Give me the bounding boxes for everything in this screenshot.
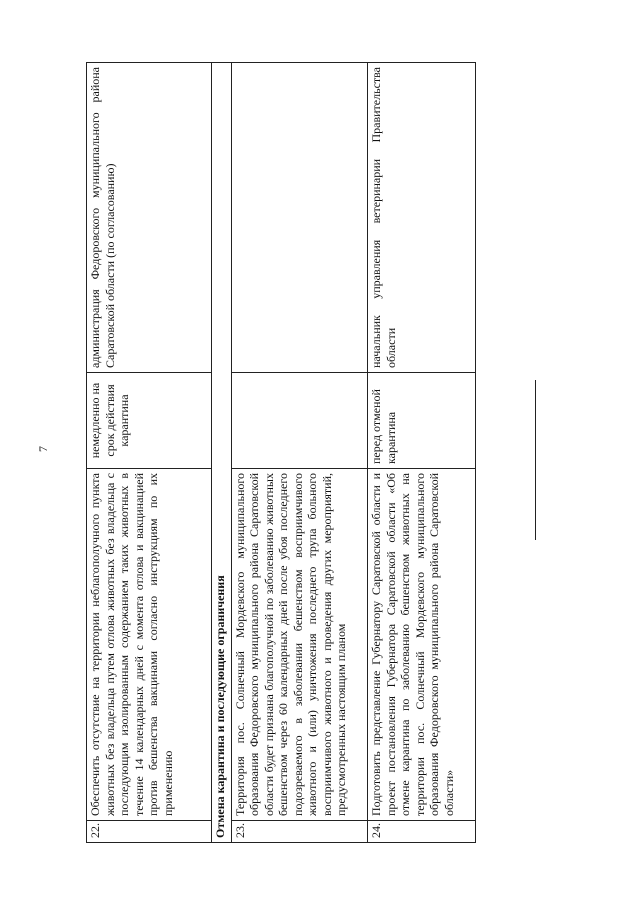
signature-line [535, 380, 536, 540]
measure-cell: Территория пос. Солнечный Мордевского муниципального образования Федоровского муниципального района Саратовской области будет признана благополучной по заболеванию животных бешенством через 60 календарных дней после убоя последнего подозреваемого в заболевании бешенством восприимчивого животного и (или) уничтожения последнего трупа больного восприимчивого животного и проведения других мероприятий, предусмотренных настоящим планом [231, 469, 367, 821]
table-row [368, 63, 476, 843]
term-cell: немедленно на срок действия карантина [87, 373, 212, 469]
responsible-cell [231, 63, 367, 373]
rotated-table-container [86, 63, 476, 843]
term-cell [231, 373, 367, 469]
term-cell: перед отменой карантина [368, 373, 476, 469]
row-number: 23. [231, 821, 367, 843]
page-number: 7 [36, 446, 50, 452]
row-number: 24. [368, 821, 476, 843]
measures-table [86, 62, 476, 843]
table-row [231, 63, 367, 843]
section-title: Отмена карантина и последующие ограничения [212, 63, 232, 843]
measure-cell: Подготовить представление Губернатору Саратовской области и проект постановления Губернатора Саратовской области «Об отмене карантина по заболеванию бешенством животных на территории пос. Солнечный Мордевского муниципального образования Федоровского муниципального района Саратовской области» [368, 469, 476, 821]
responsible-cell: начальник управления ветеринарии Правительства области [368, 63, 476, 373]
responsible-cell: администрация Федоровского муниципального района Саратовской области (по согласованию) [87, 63, 212, 373]
section-row [212, 63, 232, 843]
measure-cell: Обеспечить отсутствие на территории неблагополучного пункта животных без владельца путем отлова животных без владельца с последующим изолированным содержанием таких животных в течение 14 календарных дней с момента отлова и вакцинацией против бешенства вакцинами согласно инструкциям по их применению [87, 469, 212, 821]
row-number: 22. [87, 821, 212, 843]
table-row [87, 63, 212, 843]
